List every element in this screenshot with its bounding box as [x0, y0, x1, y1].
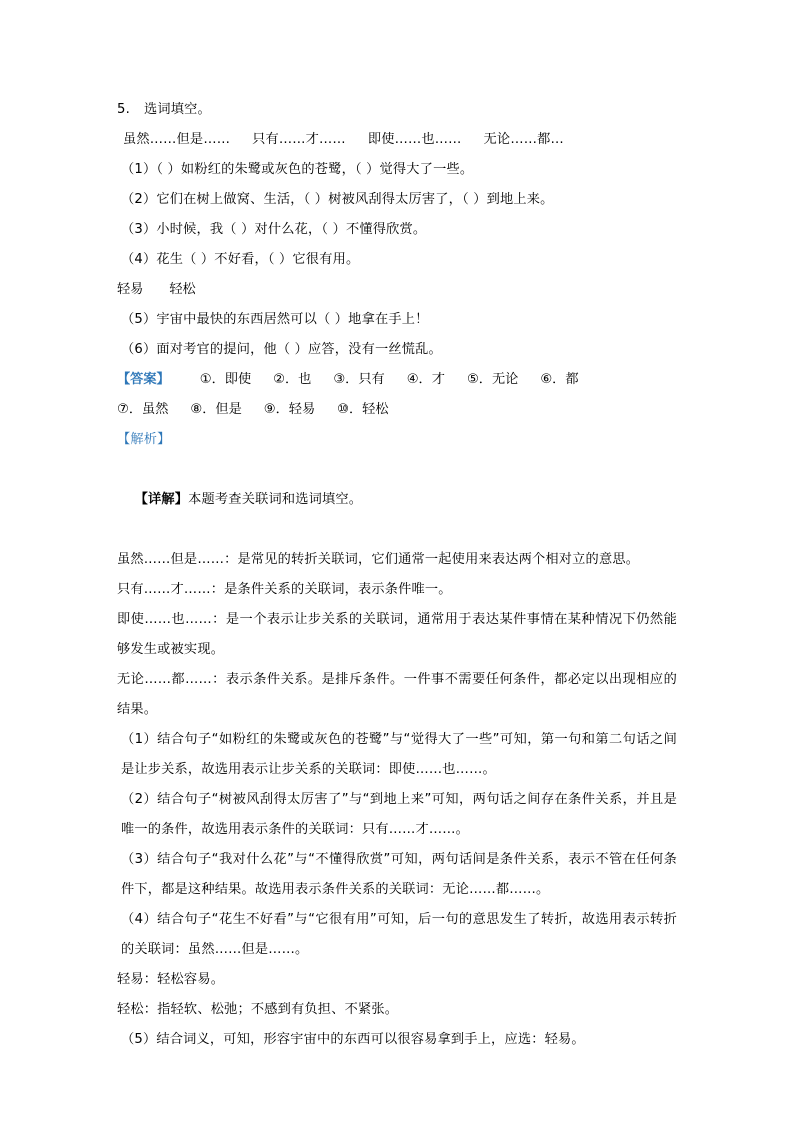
word-bank-1-item-2: 即使……也…… — [367, 132, 462, 147]
question-item-4: （4）花生（ ）不好看，（ ）它很有用。 — [121, 252, 360, 267]
word-bank-2-item-1: 轻松 — [169, 282, 196, 297]
explanation-connective-3: 即使……也……：是一个表示让步关系的关联词，通常用于表达某件事情在某种情况下仍然能够发生或被实现。 — [117, 612, 677, 657]
question-title: 选词填空。 — [143, 102, 211, 117]
word-bank-1-item-0: 虽然……但是…… — [123, 132, 231, 147]
question-item-3: （3）小时候，我（ ）对什么花，（ ）不懂得欣赏。 — [121, 222, 427, 237]
numbered-explanation-3: （3）结合句子“我对什么花”与“不懂得欣赏”可知，两句话间是条件关系，表示不管在任何条件下，都是这种结果。故选用表示条件关系的关联词：无论……都……。 — [121, 852, 677, 897]
answer-5: ⑤．无论 — [466, 372, 519, 387]
answer-6: ⑥．都 — [540, 372, 579, 387]
word-bank-2-item-0: 轻易 — [117, 282, 144, 297]
word-definition-2: 轻松：指轻软、松弛；不感到有负担、不紧张。 — [117, 1002, 399, 1017]
detail-label: 【详解】 — [134, 492, 189, 507]
numbered-explanation-1: （1）结合句子“如粉红的朱鹭或灰色的苍鹭”与“觉得大了一些”可知，第一句和第二句话之间是让步关系，故选用表示让步关系的关联词：即使……也……。 — [121, 732, 677, 777]
numbered-explanation-5: （5）结合词义，可知，形容宇宙中的东西可以很容易拿到手上，应选：轻易。 — [121, 1032, 585, 1047]
answer-10: ⑩．轻松 — [337, 402, 389, 417]
word-definition-1: 轻易：轻松容易。 — [117, 972, 225, 987]
answer-2: ②．也 — [273, 372, 312, 387]
word-bank-adjectives — [117, 275, 677, 305]
word-bank-1-item-3: 无论……都… — [483, 132, 564, 147]
answer-9: ⑨．轻易 — [263, 402, 316, 417]
question-item-2: （2）它们在树上做窝、生活，（ ）树被风刮得太厉害了，（ ）到地上来。 — [121, 192, 554, 207]
answer-8: ⑧．但是 — [190, 402, 242, 417]
word-bank-1-item-1: 只有……才…… — [252, 132, 346, 147]
answer-row-2 — [117, 395, 677, 425]
answer-7: ⑦．虽然 — [117, 402, 169, 417]
question-item-5: （5）宇宙中最快的东西居然可以（ ）地拿在手上！ — [121, 312, 429, 327]
numbered-explanation-2: （2）结合句子“树被风刮得太厉害了”与“到地上来”可知，两句话之间存在条件关系，并且是唯一的条件，故选用表示条件的关联词：只有……才……。 — [121, 792, 677, 837]
answer-1: ①．即使 — [199, 372, 252, 387]
question-heading — [117, 95, 677, 125]
analysis-label — [117, 425, 677, 455]
explanation-connective-2: 只有……才……：是条件关系的关联词，表示条件唯一。 — [117, 582, 452, 597]
answer-label: 【答案】 — [117, 372, 170, 387]
numbered-explanation-4: （4）结合句子“花生不好看”与“它很有用”可知，后一句的意思发生了转折，故选用表示转折的关联词：虽然……但是……。 — [121, 912, 677, 957]
explanation-connective-4: 无论……都……：表示条件关系。是排斥条件。一件事不需要任何条件，都必定以出现相应的结果。 — [117, 672, 677, 717]
analysis-label-text: 【解析】 — [117, 432, 171, 447]
word-bank-connectives — [117, 125, 677, 155]
explanation-connective-1: 虽然……但是……：是常见的转折关联词，它们通常一起使用来表达两个相对立的意思。 — [117, 552, 640, 567]
answer-3: ③．只有 — [333, 372, 385, 387]
answer-row-1 — [117, 365, 677, 395]
answer-4: ④．才 — [406, 372, 445, 387]
question-item-6: （6）面对考官的提问，他（ ）应答，没有一丝慌乱。 — [121, 342, 442, 357]
detail-intro-text: 本题考查关联词和选词填空。 — [188, 492, 363, 507]
detail-intro-line — [117, 455, 677, 545]
question-number: 5. — [117, 102, 130, 117]
question-item-1: （1）（ ）如粉红的朱鹭或灰色的苍鹭，（ ）觉得大了一些。 — [121, 162, 474, 177]
